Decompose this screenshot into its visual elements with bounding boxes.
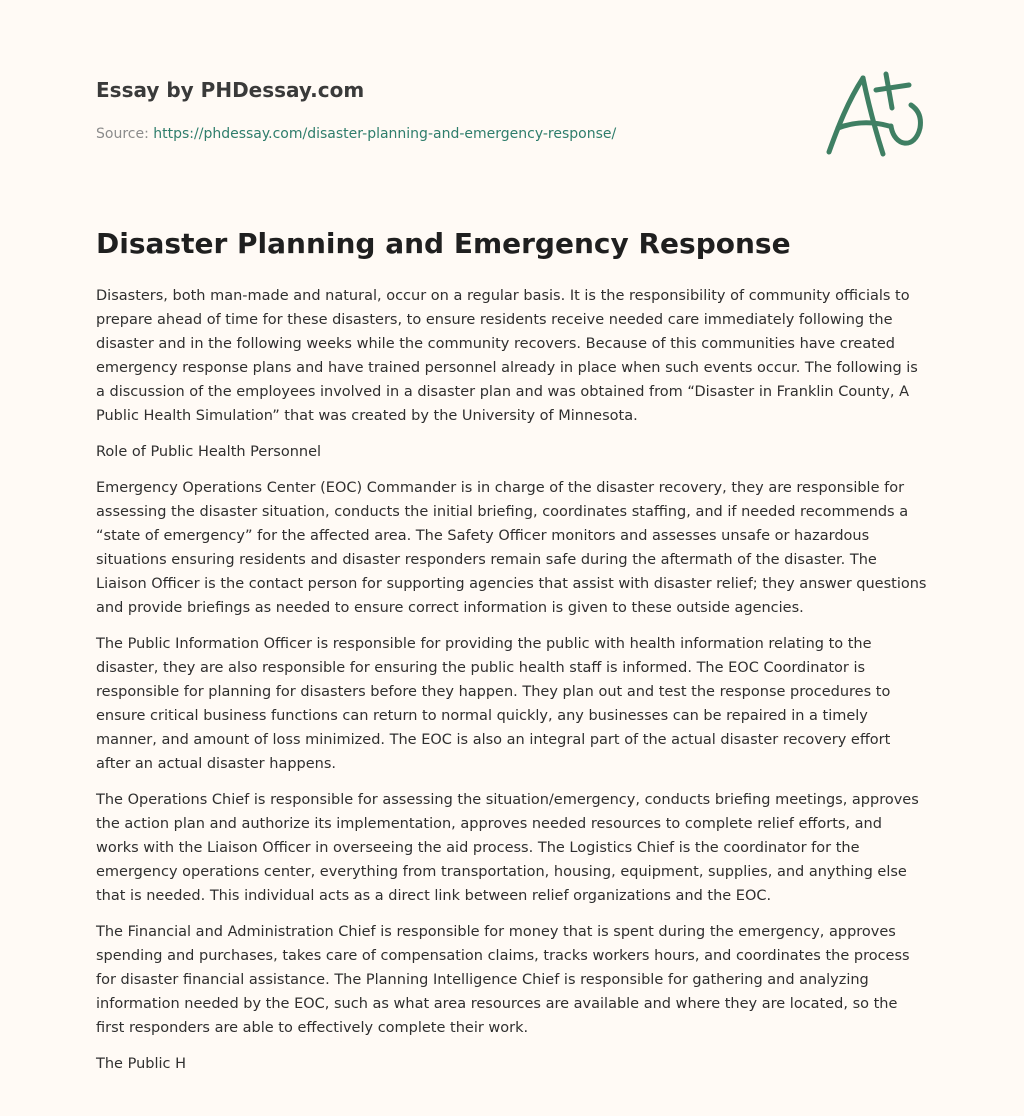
a-plus-logo-icon (826, 70, 926, 162)
article-paragraph: The Financial and Administration Chief is responsible for money that is spent during the emergency, approves spending and purchases, takes care of compensation claims, tracks workers hours, and coordinates the process for disaster financial assistance. The Planning Intelligence Chief is responsible for gathering and analyzing information needed by the EOC, such as what area resources are available and where they are located, so the first responders are able to effectively complete their work. (96, 924, 910, 1036)
article-truncated-paragraph: The Public H (96, 1056, 187, 1072)
essay-header (96, 76, 928, 166)
article-title: Disaster Planning and Emergency Response (96, 227, 791, 260)
article-paragraph: Emergency Operations Center (EOC) Commander is in charge of the disaster recovery, they are responsible for assessing the disaster situation, conducts the initial briefing, coordinates staffing, and if needed recommends a “state of emergency” for the affected area. The Safety Officer monitors and assesses unsafe or hazardous situations ensuring residents and disaster responders remain safe during the aftermath of the disaster. The Liaison Officer is the contact person for supporting agencies that assist with disaster relief; they answer questions and provide briefings as needed to ensure correct information is given to these outside agencies. (96, 480, 927, 616)
source-label: Source: (96, 126, 149, 142)
article-paragraph: The Operations Chief is responsible for assessing the situation/emergency, conducts briefing meetings, approves the action plan and authorize its implementation, approves needed resources to complete relief efforts, and works with the Liaison Officer in overseeing the aid process. The Logistics Chief is the coordinator for the emergency operations center, everything from transportation, housing, equipment, supplies, and anything else that is needed. This individual acts as a direct link between relief organizations and the EOC. (96, 792, 919, 904)
brand-title: Essay by PHDessay.com (96, 78, 365, 102)
article-paragraph: The Public Information Officer is responsible for providing the public with health information relating to the disaster, they are also responsible for ensuring the public health staff is informed. The EOC Coordinator is responsible for planning for disasters before they happen. They plan out and test the response procedures to ensure critical business functions can return to normal quickly, any businesses can be repaired in a timely manner, and amount of loss minimized. The EOC is also an integral part of the actual disaster recovery effort after an actual disaster happens. (96, 636, 891, 772)
essay-page (96, 0, 928, 1116)
article-subheading: Role of Public Health Personnel (96, 444, 322, 460)
article-paragraph: Disasters, both man-made and natural, occur on a regular basis. It is the responsibility of community officials to prepare ahead of time for these disasters, to ensure residents receive needed care immediately following the disaster and in the following weeks while the community recovers. Because of this communities have created emergency response plans and have trained personnel already in place when such events occur. The following is a discussion of the employees involved in a disaster plan and was obtained from “Disaster in Franklin County, A Public Health Simulation” that was created by the University of Minnesota. (96, 288, 918, 424)
source-link[interactable]: https://phdessay.com/disaster-planning-and-emergency-response/ (153, 126, 617, 142)
source-line (96, 124, 928, 144)
article-body (96, 284, 928, 1088)
